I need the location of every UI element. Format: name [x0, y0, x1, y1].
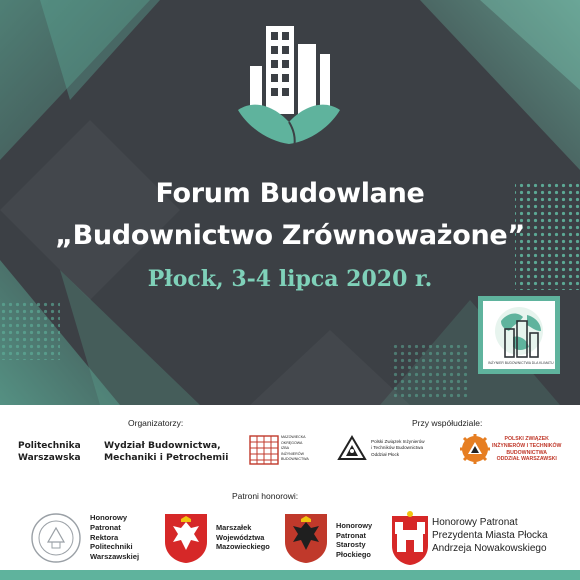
event-title: Forum Budowlane: [155, 178, 425, 209]
faculty-logo-text: Wydział Budownictwa, Mechaniki i Petrochemii: [104, 440, 229, 463]
pzitb-warszawa-logo-text: POLSKI ZWIĄZEK INŻYNIERÓW I TECHNIKÓW BUDOWNICTWA ODDZIAŁ WARSZAWSKI: [492, 436, 562, 463]
organizers-label: Organizatorzy:: [128, 418, 184, 428]
starosta-patronage-text: Honorowy Patronat Starosty Płockiego: [336, 521, 373, 559]
patrons-label: Patroni honorowi:: [232, 491, 299, 501]
marszalek-patronage-text: Marszałek Województwa Mazowieckiego: [216, 523, 270, 551]
moiib-logo-icon: [249, 435, 279, 465]
prezydent-patronage-text: Honorowy Patronat Prezydenta Miasta Płocka Andrzeja Nowakowskiego: [432, 517, 548, 554]
pzitb-plock-logo-text: Polski Związek Inżynierów i Techników Budownictwa Oddział Płock: [371, 439, 425, 457]
climate-badge: [478, 296, 560, 374]
cooperation-label: Przy współudziale:: [412, 418, 483, 428]
plock-city-coat-of-arms-icon: [391, 510, 429, 566]
event-date-location: Płock, 3-4 lipca 2020 r.: [147, 266, 433, 292]
bottom-accent-bar: [0, 570, 580, 580]
pw-seal-icon: [30, 512, 82, 564]
event-theme: „Budownictwo Zrównoważone”: [55, 220, 525, 251]
rektor-patronage-text: Honorowy Patronat Rektora Politechniki Warszawskiej: [90, 513, 140, 562]
plock-county-coat-of-arms-icon: [283, 512, 329, 564]
badge-caption: INŻYNIER BUDOWNICTWA DLA KLIMATU: [488, 361, 554, 365]
sponsors-panel: [0, 405, 580, 570]
pw-logo-text: Politechnika Warszawska: [18, 441, 81, 463]
sustainable-building-logo-icon: [236, 18, 342, 153]
pzitb-warszawa-logo-icon: [460, 434, 490, 464]
moiib-logo-text: MAZOWIECKA OKRĘGOWA IZBA INŻYNIERÓW BUDOWNICTWA: [281, 435, 309, 461]
mazovia-coat-of-arms-icon: [163, 512, 209, 564]
pzitb-plock-logo-icon: [337, 435, 367, 463]
globe-buildings-icon: [483, 301, 555, 361]
